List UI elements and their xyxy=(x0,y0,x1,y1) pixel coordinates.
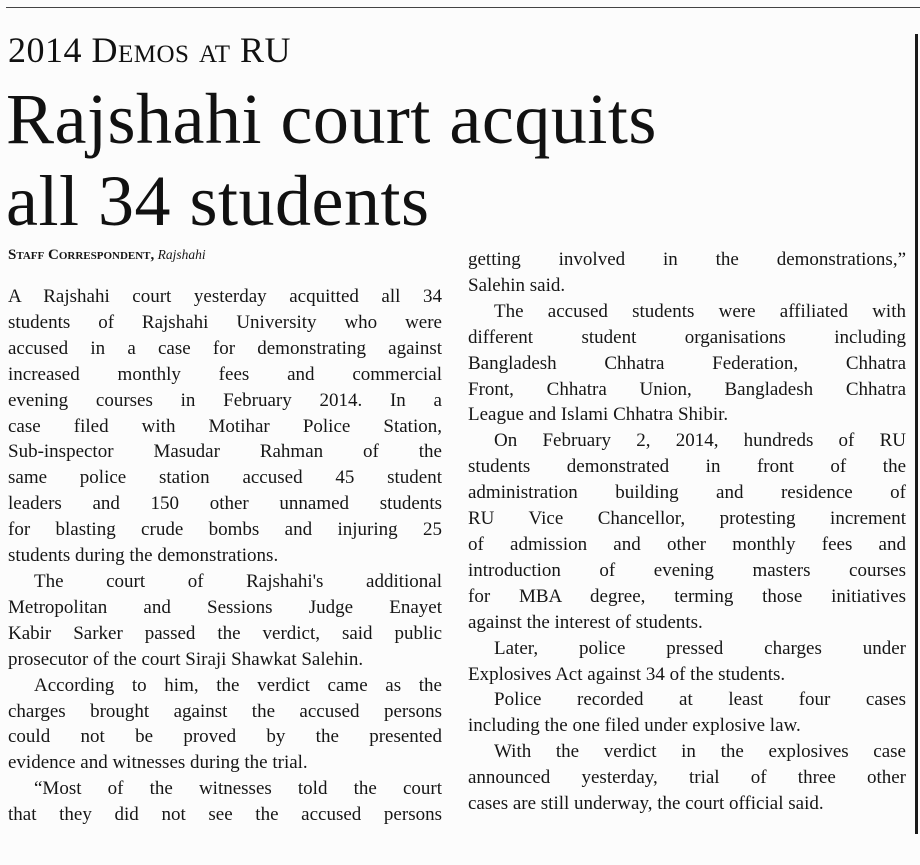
text-line: accused in a case for demonstrating against xyxy=(8,337,442,359)
text-line: of admission and other monthly fees and xyxy=(468,533,906,555)
text-line: different student organisations including xyxy=(468,326,906,348)
text-line: Sub-inspector Masudar Rahman of the xyxy=(8,441,442,463)
text-line: Later, police pressed charges under xyxy=(494,637,906,659)
text-line: that they did not see the accused persons xyxy=(8,804,442,826)
top-rule xyxy=(6,7,920,8)
text-line: Front, Chhatra Union, Bangladesh Chhatra xyxy=(468,378,906,400)
text-line: Kabir Sarker passed the verdict, said public xyxy=(8,622,442,644)
text-line: Police recorded at least four cases xyxy=(494,689,906,711)
text-line: same police station accused 45 student xyxy=(8,467,442,489)
headline xyxy=(6,78,906,242)
byline-place: Rajshahi xyxy=(157,247,206,262)
right-column-rule xyxy=(915,34,918,834)
text-line: including the one filed under explosive law. xyxy=(468,715,801,737)
text-line: for blasting crude bombs and injuring 25 xyxy=(8,519,442,541)
text-line: getting involved in the demonstrations,” xyxy=(468,249,906,270)
text-line: A Rajshahi court yesterday acquitted all 34 xyxy=(8,286,442,307)
text-line: cases are still underway, the court official said. xyxy=(468,793,824,815)
headline-line: all 34 students xyxy=(6,161,430,241)
text-line: announced yesterday, trial of three other xyxy=(468,767,906,789)
text-line: Bangladesh Chhatra Federation, Chhatra xyxy=(468,352,906,374)
text-line: RU Vice Chancellor, protesting increment xyxy=(468,508,906,530)
kicker: 2014 Demos at RU xyxy=(8,30,292,70)
text-line: “Most of the witnesses told the court xyxy=(34,778,442,800)
byline-role: Staff Correspondent, xyxy=(8,247,155,263)
text-line: The accused students were affiliated with xyxy=(494,300,906,322)
text-line: could not be proved by the presented xyxy=(8,726,442,748)
text-line: students of Rajshahi University who were xyxy=(8,311,442,333)
text-line: League and Islami Chhatra Shibir. xyxy=(468,404,729,426)
text-line: According to him, the verdict came as the xyxy=(34,674,442,696)
text-line: administration building and residence of xyxy=(468,482,906,504)
text-line: students during the demonstrations. xyxy=(8,545,279,567)
body-column-right xyxy=(468,247,906,817)
text-line: students demonstrated in front of the xyxy=(468,456,906,478)
text-line: Metropolitan and Sessions Judge Enayet xyxy=(8,596,442,618)
text-line: introduction of evening masters courses xyxy=(468,559,906,581)
text-line: charges brought against the accused persons xyxy=(8,700,442,722)
text-line: Salehin said. xyxy=(468,274,566,296)
text-line: leaders and 150 other unnamed students xyxy=(8,493,442,515)
text-line: With the verdict in the explosives case xyxy=(494,741,906,763)
text-line: The court of Rajshahi's additional xyxy=(34,570,442,592)
byline xyxy=(8,246,206,264)
text-line: against the interest of students. xyxy=(468,611,703,633)
text-line: increased monthly fees and commercial xyxy=(8,363,442,385)
text-line: evening courses in February 2014. In a xyxy=(8,389,442,411)
text-line: for MBA degree, terming those initiatives xyxy=(468,585,906,607)
text-line: evidence and witnesses during the trial. xyxy=(8,752,308,774)
headline-line: Rajshahi court acquits xyxy=(6,79,657,159)
text-line: On February 2, 2014, hundreds of RU xyxy=(494,430,906,452)
text-line: case filed with Motihar Police Station, xyxy=(8,415,442,437)
text-line: Explosives Act against 34 of the students. xyxy=(468,663,786,685)
body-column-left xyxy=(8,284,442,828)
text-line: prosecutor of the court Siraji Shawkat Salehin. xyxy=(8,648,364,670)
